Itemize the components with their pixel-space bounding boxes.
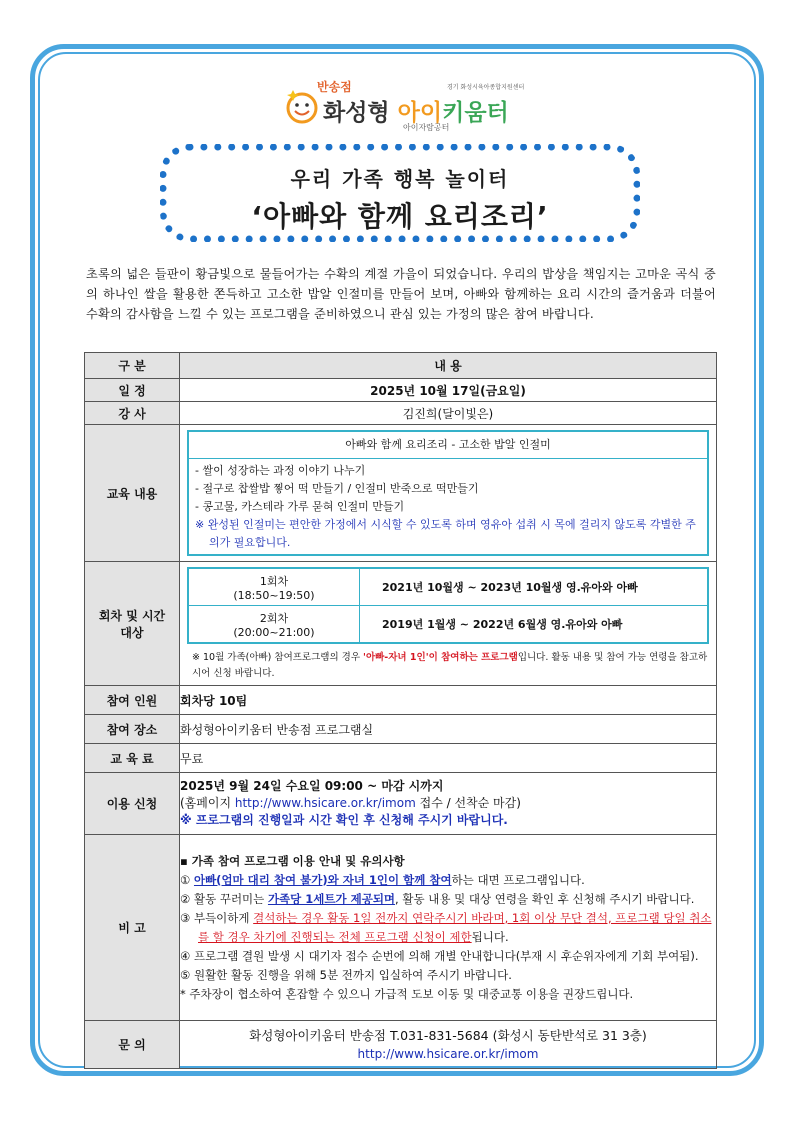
remarks-item-3-highlight: 결석하는 경우 활동 1일 전까지 연락주시기 바라며, 1회 이상 무단 결석, 프로그램 당일 취소를 할 경우 차기에 진행되는 전체 프로그램 신청이 제한 xyxy=(198,910,712,944)
sessions-note xyxy=(180,644,716,685)
table-row xyxy=(85,379,717,402)
header-label: 구 분 xyxy=(85,353,180,379)
participants-label: 참여 인원 xyxy=(85,686,180,715)
smile-face-icon xyxy=(285,90,319,124)
education-item: - 절구로 찹쌀밥 찧어 떡 만들기 / 인절미 반죽으로 떡만들기 xyxy=(195,482,479,495)
session-1-target: 2021년 10월생 ~ 2023년 10월생 영.유아와 아빠 xyxy=(360,568,709,606)
remarks-item-1-post: 하는 대면 프로그램입니다. xyxy=(451,872,585,887)
remarks-item-5: ⑤ 원활한 활동 진행을 위해 5분 전까지 입실하여 주시기 바랍니다. xyxy=(180,967,512,982)
table-row xyxy=(85,1021,717,1069)
title-line2: ‘아빠와 함께 요리조리’ xyxy=(251,200,549,233)
sessions-table xyxy=(187,567,709,644)
remarks-item-1-num: ① xyxy=(180,872,191,887)
apply-url-link[interactable]: http://www.hsicare.or.kr/imom xyxy=(234,796,416,810)
location-label: 참여 장소 xyxy=(85,715,180,744)
remarks-item-2-pre: ② 활동 꾸러미는 xyxy=(180,891,268,906)
education-item: - 쌀이 성장하는 과정 이야기 나누기 xyxy=(195,464,366,477)
participants-value: 회차당 10팀 xyxy=(180,686,717,715)
contact-cell xyxy=(180,1021,717,1069)
education-label: 교육 내용 xyxy=(85,425,180,562)
education-cell xyxy=(180,425,717,562)
logo-name-3: 키움터 xyxy=(442,100,509,126)
info-table xyxy=(84,352,717,1069)
table-row xyxy=(85,353,717,379)
table-row xyxy=(85,773,717,835)
instructor-label: 강 사 xyxy=(85,402,180,425)
logo-branch: 반송점 xyxy=(317,80,352,94)
session-row xyxy=(188,568,708,606)
sessions-label xyxy=(85,562,180,686)
sessions-label-line1: 회차 및 시간 xyxy=(98,608,166,623)
remarks-label: 비 고 xyxy=(85,835,180,1021)
sessions-label-line2: 대상 xyxy=(120,625,144,640)
logo-org: 경기 화성시육아종합지원센터 xyxy=(447,84,525,91)
apply-cell xyxy=(180,773,717,835)
remarks-item-2-highlight: 가족당 1세트가 제공되며 xyxy=(267,891,396,906)
date-label: 일 정 xyxy=(85,379,180,402)
education-caution: ※ 완성된 인절미는 편안한 가정에서 시식할 수 있도록 하며 영유아 섭취 시 목에 걸리지 않도록 각별한 주의가 필요합니다. xyxy=(195,518,696,549)
education-box-title: 아빠와 함께 요리조리 - 고소한 밥알 인절미 xyxy=(189,432,707,459)
table-row xyxy=(85,402,717,425)
session-2-time: (20:00~21:00) xyxy=(233,625,315,639)
session-1-name xyxy=(188,568,360,606)
apply-label: 이용 신청 xyxy=(85,773,180,835)
table-row xyxy=(85,715,717,744)
fee-label: 교 육 료 xyxy=(85,744,180,773)
table-row xyxy=(85,744,717,773)
remarks-item-1 xyxy=(180,871,716,890)
remarks-item-2-post: , 활동 내용 및 대상 연령을 확인 후 신청해 주시기 바랍니다. xyxy=(395,891,695,906)
logo-name-1: 화성형 xyxy=(323,100,390,126)
remarks-heading: ▪ 가족 참여 프로그램 이용 안내 및 유의사항 xyxy=(180,853,405,868)
sessions-cell xyxy=(180,562,717,686)
remarks-item-2 xyxy=(180,890,716,909)
fee-value: 무료 xyxy=(180,744,717,773)
logo xyxy=(285,78,525,138)
apply-method xyxy=(180,795,716,812)
remarks-item-3-post: 됩니다. xyxy=(471,929,509,944)
sessions-note-post: 입니다. 활동 내용 및 참여 가능 연령을 참고하시어 신청 바랍니다. xyxy=(192,652,708,679)
remarks-item-1-highlight: 아빠(엄마 대리 참여 불가)와 자녀 1인이 함께 참여 xyxy=(193,872,452,887)
remarks-item-6: * 주차장이 협소하여 혼잡할 수 있으니 가급적 도보 이동 및 대중교통 이용을 권장드립니다. xyxy=(180,986,634,1001)
apply-method-post: 접수 / 선착순 마감) xyxy=(415,796,521,810)
education-item: - 콩고물, 카스테라 가루 묻혀 인절미 만들기 xyxy=(195,500,405,513)
remarks-cell xyxy=(180,835,717,1021)
table-row xyxy=(85,835,717,1021)
logo-name-2: 아이 xyxy=(397,100,443,126)
remarks-item-4: ④ 프로그램 결원 발생 시 대기자 접수 순번에 의해 개별 안내합니다(부재 시 후순위자에게 기회 부여됨). xyxy=(180,948,699,963)
session-2-target: 2019년 1월생 ~ 2022년 6월생 영.유아와 아빠 xyxy=(360,606,709,644)
session-1-time: (18:50~19:50) xyxy=(233,588,315,602)
header-content: 내 용 xyxy=(180,353,717,379)
session-row xyxy=(188,606,708,644)
contact-label: 문 의 xyxy=(85,1021,180,1069)
apply-notice: ※ 프로그램의 진행일과 시간 확인 후 신청해 주시기 바랍니다. xyxy=(180,813,508,827)
instructor-value: 김진희(달이빛은) xyxy=(180,402,717,425)
location-value: 화성형아이키움터 반송점 프로그램실 xyxy=(180,715,717,744)
table-row xyxy=(85,425,717,562)
session-2-title: 2회차 xyxy=(259,611,289,625)
sessions-note-pre: ※ 10월 가족(아빠) 참여프로그램의 경우 xyxy=(192,652,364,663)
intro-paragraph: 초록의 넓은 들판이 황금빛으로 물들어가는 수확의 계절 가을이 되었습니다. 우리의 밥상을 책임지는 고마운 곡식 중의 하나인 쌀을 활용한 쫀득하고 고소한 밥알 인절미를 만들어 보며, 아빠와 함께하는 요리 시간의 즐거움과 더불어 수확의 감사함을 느낄 수 있는 프로그램을 준비하였으니 관심 있는 가정의 많은 참여 바랍니다. xyxy=(86,267,716,321)
education-box-body xyxy=(189,459,707,554)
contact-info: 화성형아이키움터 반송점 T.031-831-5684 (화성시 동탄반석로 31 3층) xyxy=(249,1027,647,1043)
logo-sub: 아이자람공터 xyxy=(403,123,450,132)
sessions-note-highlight: '아빠-자녀 1인'이 참여하는 프로그램 xyxy=(363,652,518,663)
session-1-title: 1회차 xyxy=(259,574,289,588)
apply-method-pre: (홈페이지 xyxy=(180,796,235,810)
education-box xyxy=(187,430,709,556)
table-row xyxy=(85,686,717,715)
apply-period: 2025년 9월 24일 수요일 09:00 ~ 마감 시까지 xyxy=(180,779,444,793)
session-2-name xyxy=(188,606,360,644)
table-row xyxy=(85,562,717,686)
date-value: 2025년 10월 17일(금요일) xyxy=(180,379,717,402)
title-box xyxy=(160,144,640,242)
remarks-item-3 xyxy=(180,909,716,947)
remarks-item-3-pre: ③ 부득이하게 xyxy=(180,910,254,925)
contact-url-link[interactable]: http://www.hsicare.or.kr/imom xyxy=(357,1046,539,1061)
title-line1: 우리 가족 행복 놀이터 xyxy=(290,167,510,191)
